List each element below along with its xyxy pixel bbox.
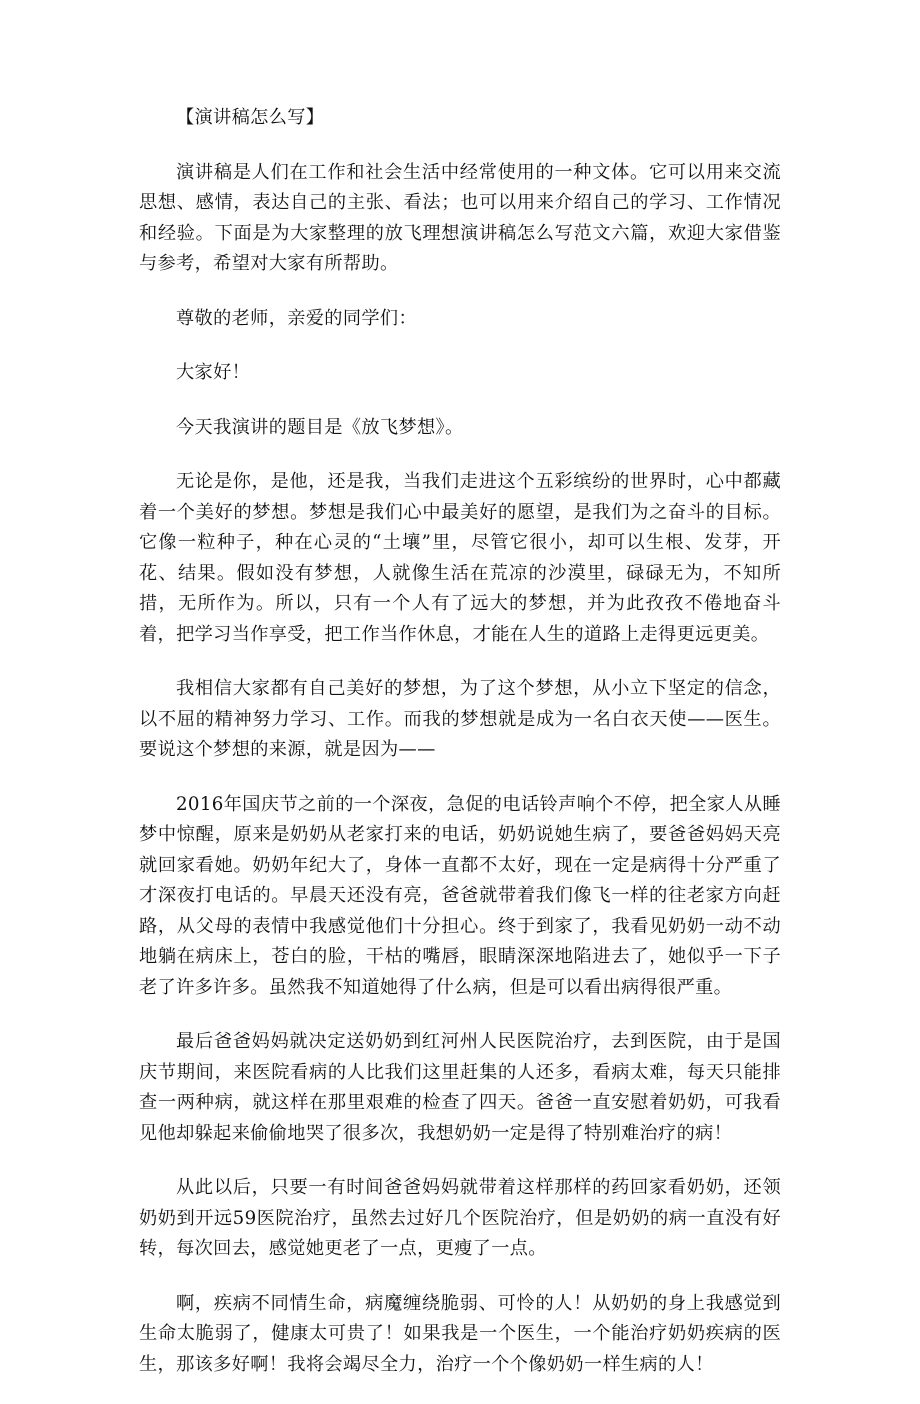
paragraph-salutation: 尊敬的老师，亲爱的同学们： xyxy=(176,307,417,329)
paragraph-my-dream: 我相信大家都有自己美好的梦想，为了这个梦想，从小立下坚定的信念，以不屈的精神努力学习、工作。而我的梦想就是成为一名白衣天使——医生。要说这个梦想的来源，就是因为—— xyxy=(139,678,781,760)
paragraph-greeting: 大家好！ xyxy=(176,362,251,383)
paragraph-2016-night: 2016年国庆节之前的一个深夜，急促的电话铃声响个不停，把全家人从睡梦中惊醒，原来是奶奶从老家打来的电话，奶奶说她生病了，要爸爸妈妈天亮就回家看她。奶奶年纪大了，身体一直都不太好，现在一定是病得十分严重了才深夜打电话的。早晨天还没有亮，爸爸就带着我们像飞一样的往老家方向赶路，从父母的表情中我感觉他们十分担心。终于到家了，我看见奶奶一动不动地躺在病床上，苍白的脸，干枯的嘴唇，眼睛深深地陷进去了，她似乎一下子老了许多许多。虽然我不知道她得了什么病，但是可以看出病得很严重。 xyxy=(139,793,781,998)
paragraph-intro: 演讲稿是人们在工作和社会生活中经常使用的一种文体。它可以用来交流思想、感情，表达自己的主张、看法；也可以用来介绍自己的学习、工作情况和经验。下面是为大家整理的放飞理想演讲稿怎么写范文六篇，欢迎大家借鉴与参考，希望对大家有所帮助。 xyxy=(139,161,781,274)
document-page xyxy=(139,103,781,1404)
paragraph-afterwards: 从此以后，只要一有时间爸爸妈妈就带着这样那样的药回家看奶奶，还领奶奶到开远59医院治疗，虽然去过好几个医院治疗，但是奶奶的病一直没有好转，每次回去，感觉她更老了一点，更瘦了一点。 xyxy=(139,1177,781,1259)
paragraph-reflection: 啊，疾病不同情生命，病魔缠绕脆弱、可怜的人！从奶奶的身上我感觉到生命太脆弱了，健康太可贵了！如果我是一个医生，一个能治疗奶奶疾病的医生，那该多好啊！我将会竭尽全力，治疗一个个像奶奶一样生病的人！ xyxy=(139,1292,781,1375)
paragraph-hospital: 最后爸爸妈妈就决定送奶奶到红河州人民医院治疗，去到医院，由于是国庆节期间，来医院看病的人比我们这里赶集的人还多，看病太难，每天只能排查一两种病，就这样在那里艰难的检查了四天。爸爸一直安慰着奶奶，可我看见他却躲起来偷偷地哭了很多次，我想奶奶一定是得了特别难治疗的病！ xyxy=(139,1031,781,1144)
paragraph-dream: 无论是你，是他，还是我，当我们走进这个五彩缤纷的世界时，心中都藏着一个美好的梦想。梦想是我们心中最美好的愿望，是我们为之奋斗的目标。它像一粒种子，种在心灵的“土壤”里，尽管它很小，却可以生根、发芽，开花、结果。假如没有梦想，人就像生活在荒凉的沙漠里，碌碌无为，不知所措，无所作为。所以，只有一个人有了远大的梦想，并为此孜孜不倦地奋斗着，把学习当作享受，把工作当作休息，才能在人生的道路上走得更远更美。 xyxy=(139,471,781,645)
paragraph-topic: 今天我演讲的题目是《放飞梦想》。 xyxy=(176,416,464,438)
document-title: 【演讲稿怎么写】 xyxy=(176,107,325,128)
